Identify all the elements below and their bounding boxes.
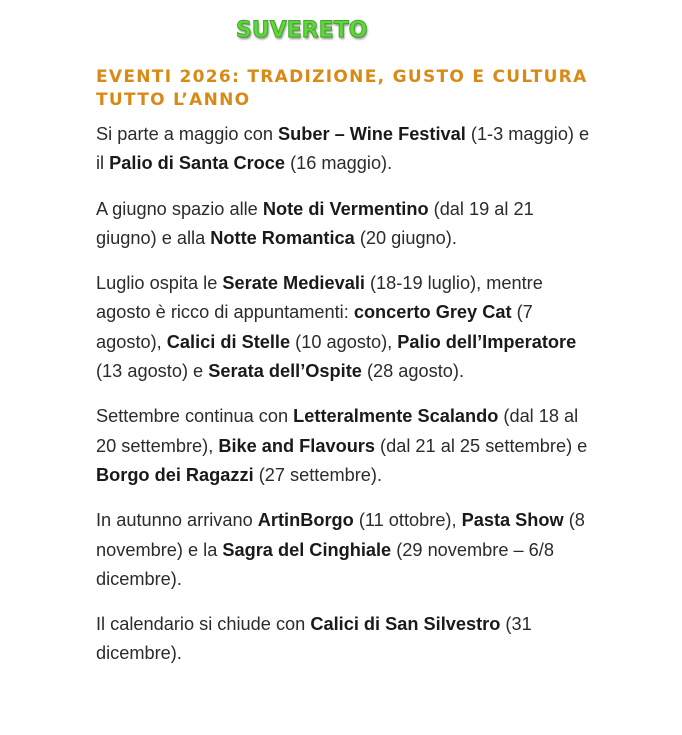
text: Il calendario si chiude con <box>96 614 311 635</box>
text: (dal 21 al 25 settembre) e <box>375 435 588 456</box>
event-name: Note di Vermentino <box>262 198 429 219</box>
text: Si parte a maggio con <box>96 124 278 144</box>
paragraph-autumn <box>96 506 592 594</box>
text: (8 novembre) e la <box>96 510 585 560</box>
site-logo[interactable]: SUVERETO <box>236 18 368 43</box>
event-name: Pasta Show <box>461 510 564 531</box>
text: Settembre continua con <box>96 406 294 427</box>
event-name: Suber – Wine Festival <box>277 124 466 144</box>
event-name: Serate Medievali <box>222 273 365 294</box>
paragraph-may <box>96 120 592 179</box>
article-content <box>96 66 592 685</box>
event-name: Bike and Flavours <box>218 435 375 456</box>
text: (10 agosto), <box>290 331 398 352</box>
paragraph-december <box>96 610 592 669</box>
text: (7 agosto), <box>96 302 533 352</box>
event-name: ArtinBorgo <box>257 510 354 531</box>
paragraph-september <box>96 402 592 490</box>
paragraph-july-august <box>96 269 592 386</box>
event-name: Palio dell’Imperatore <box>397 331 577 352</box>
text: (31 dicembre). <box>96 614 532 664</box>
event-name: Sagra del Cinghiale <box>222 539 392 560</box>
event-name: Notte Romantica <box>210 227 355 248</box>
text: (29 novembre – 6/8 dicembre). <box>96 539 554 589</box>
event-name: Calici di Stelle <box>166 331 291 352</box>
text: Luglio ospita le <box>96 273 223 294</box>
text: (11 ottobre), <box>353 510 462 531</box>
event-name: concerto Grey Cat <box>353 302 512 323</box>
text: (16 maggio). <box>285 153 393 174</box>
section-heading: EVENTI 2026: TRADIZIONE, GUSTO E CULTURA TUTTO L’ANNO <box>96 67 588 110</box>
event-name: Letteralmente Scalando <box>293 406 499 427</box>
text: (dal 18 al 20 settembre), <box>96 406 579 456</box>
event-name: Serata dell’Ospite <box>208 361 362 382</box>
event-name: Borgo dei Ragazzi <box>96 464 254 485</box>
text: (20 giugno). <box>354 227 457 248</box>
text: (18-19 luglio), mentre agosto è ricco di appuntamenti: <box>96 273 543 323</box>
event-name: Calici di San Silvestro <box>310 614 501 635</box>
paragraph-june <box>96 195 592 254</box>
text: (1-3 maggio) e il <box>96 124 590 174</box>
text: (13 agosto) e <box>96 361 209 382</box>
text: (27 settembre). <box>253 464 383 485</box>
text: A giugno spazio alle <box>96 198 263 219</box>
event-name: Palio di Santa Croce <box>109 153 286 174</box>
text: (28 agosto). <box>361 361 464 382</box>
text: In autunno arrivano <box>96 510 258 531</box>
text: (dal 19 al 21 giugno) e alla <box>96 198 534 248</box>
